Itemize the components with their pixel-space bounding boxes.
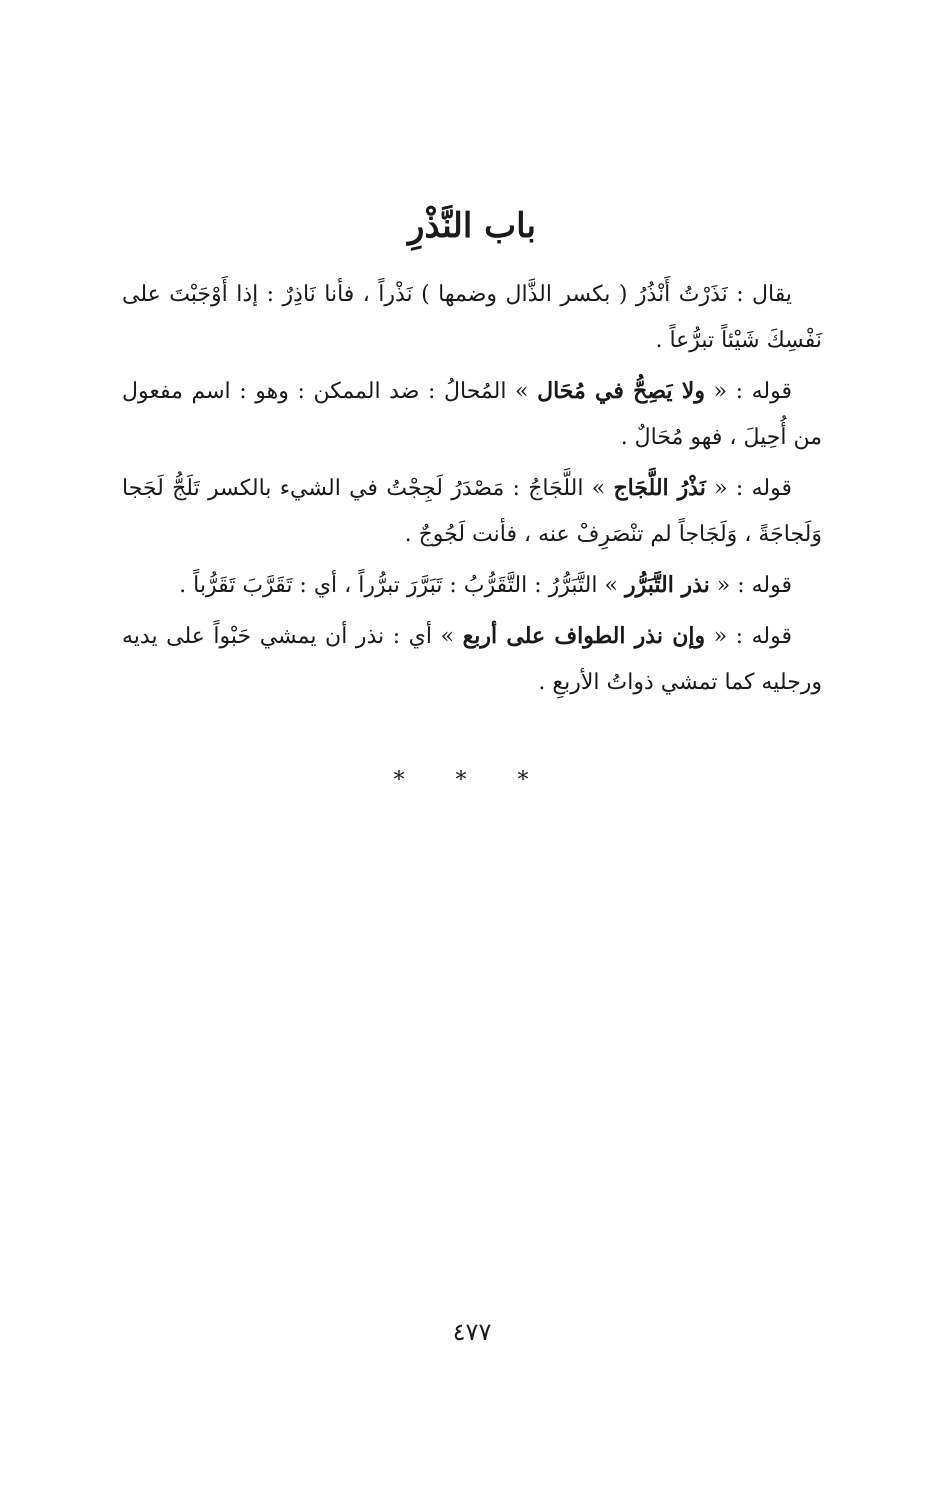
body-text [122, 272, 822, 710]
paragraph-lajaj [122, 465, 822, 558]
paragraph-opening [122, 272, 822, 364]
paragraph-text: » المُحالُ : ضد الممكن : وهو : اسم مفعول من أُحِيلَ ، فهو مُحَالٌ . [122, 379, 822, 450]
paragraph-text: يقال : نَذَرْتُ أَنْذُرُ ( بكسر الذَّال وضمها ) نَذْراً ، فأنا نَاذِرٌ : إذا أَوْجَبْتَ على نَفْسِكَ شَيْئاً تبرُّعاً . [122, 282, 822, 353]
quoted-term: نذر التَّبَرُّر [624, 572, 710, 598]
paragraph-tabarrur [122, 562, 822, 609]
paragraph-text: » التَّبَرُّرُ : التَّقَرُّبُ : تَبَرَّرَ تبرُّراً ، أي : تَقَرَّبَ تَقَرُّباً . [179, 573, 625, 598]
quoted-term: وإن نذر الطواف على أربع [462, 623, 706, 649]
section-separator: * * * [393, 768, 551, 793]
paragraph-muhal [122, 368, 822, 461]
paragraph-prefix: قوله : « [705, 624, 792, 649]
paragraph-tawaf [122, 613, 822, 706]
page-number: ٤٧٧ [452, 1318, 492, 1346]
paragraph-prefix: قوله : « [705, 476, 792, 501]
paragraph-prefix: قوله : « [709, 573, 792, 598]
paragraph-prefix: قوله : « [704, 379, 793, 404]
chapter-title: باب النَّذْرِ [408, 206, 536, 246]
paragraph-text: » أي : نذر أن يمشي حَبْواً على يديه ورجليه كما تمشي ذواتُ الأربعِ . [122, 624, 822, 695]
quoted-term: نَذْرُ اللَّجَاج [613, 475, 706, 501]
quoted-term: ولا يَصِحُّ في مُحَال [537, 378, 705, 404]
paragraph-text: » اللَّجَاجُ : مَصْدَرُ لَجِجْتُ في الشيء بالكسر تَلَجُّ لَجَجا وَلَجاجَةً ، وَلَجَاجاً لم تنْصَرِفْ عنه ، فأنت لَجُوجٌ . [122, 476, 822, 547]
